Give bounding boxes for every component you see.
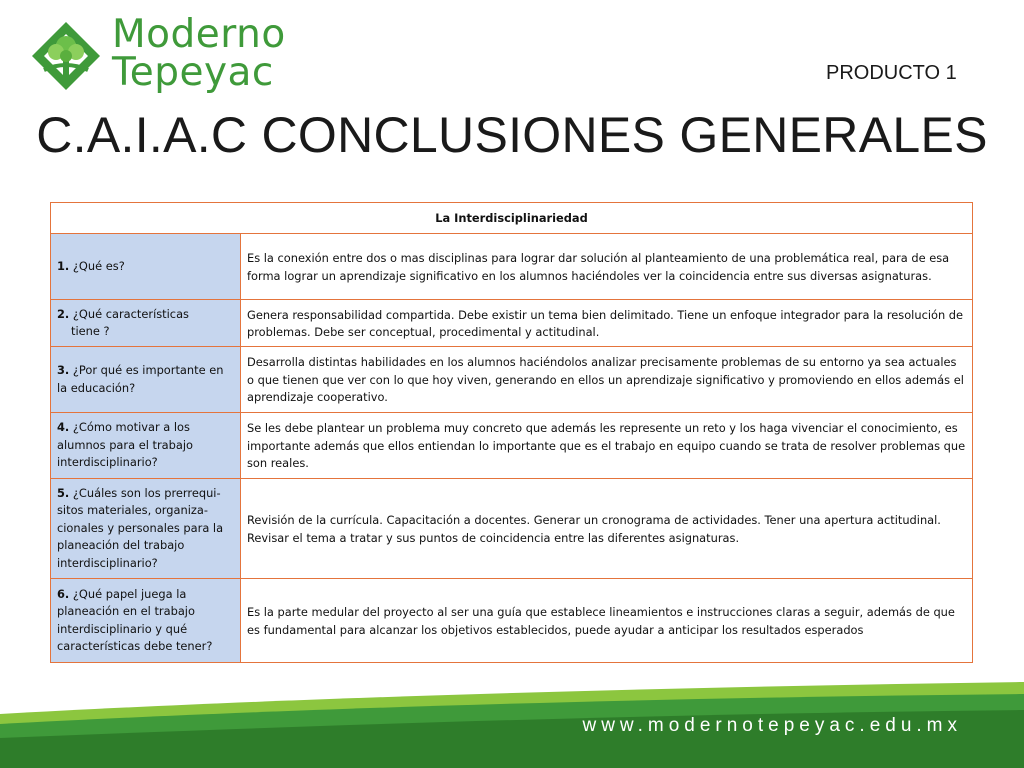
brand-logo [26,12,316,102]
question-number: 6. [57,586,70,601]
question-cell [51,413,241,479]
question-cell [51,300,241,347]
answer-cell: Se les debe plantear un problema muy concreto que además les represente un reto y los haga vivenciar el conocimiento, es importante además que ellos entiendan lo importante que es el trabajo en equipo cuando se trata de resolver problemas que son reales. [241,413,973,479]
logo-line-moderno: Moderno [112,12,286,57]
question-text: ¿Por qué es importante en la educación? [57,363,224,395]
tree-logo-icon [26,16,106,96]
question-cell [51,579,241,663]
question-number: 5. [57,485,70,500]
question-cell [51,234,241,300]
question-cell [51,347,241,413]
question-text: ¿Qué características [69,306,189,321]
product-label: PRODUCTO 1 [826,62,957,84]
question-text: ¿Cómo motivar a los alumnos para el trabajo interdisciplinario? [57,420,193,470]
answer-cell: Es la conexión entre dos o mas disciplinas para lograr dar solución al planteamiento de una problemática real, para de esa forma lograr un aprendizaje significativo en los alumnos haciéndoles ver la coincidencia entre sus diversas asignaturas. [241,234,973,300]
question-number: 2. [57,306,70,321]
question-text: ¿Qué papel juega la planeación en el trabajo interdisciplinario y qué características debe tener? [57,586,213,653]
table-header-row [51,203,973,234]
table-header: La Interdisciplinariedad [51,203,973,234]
question-number: 1. [57,258,70,273]
answer-cell: Revisión de la currícula. Capacitación a docentes. Generar un cronograma de actividades. Tener una apertura actitudinal. Revisar el tema a tratar y sus puntos de coincidencia entre las diferentes asignaturas. [241,479,973,579]
question-number: 4. [57,420,70,435]
table-row [51,579,973,663]
logo-line-tepeyac: Tepeyac [112,50,274,95]
footer-url-link[interactable]: www.modernotepeyac.edu.mx [582,715,962,736]
answer-cell: Es la parte medular del proyecto al ser una guía que establece lineamientos e instrucciones claras a seguir, además de que es fundamental para alcanzar los objetivos establecidos, puede ayudar a anticipar los resultados esperados [241,579,973,663]
table-row [51,347,973,413]
page-title: C.A.I.A.C CONCLUSIONES GENERALES [36,107,988,163]
conclusions-table [50,202,973,663]
question-number: 3. [57,363,70,377]
answer-cell: Genera responsabilidad compartida. Debe existir un tema bien delimitado. Tiene un enfoque integrador para la resolución de problemas. Debe ser conceptual, procedimental y actitudinal. [241,300,973,347]
question-text: ¿Cuáles son los prerrequi-sitos materiales, organiza-cionales y personales para la planeación del trabajo interdisciplinario? [57,485,224,570]
table-row [51,413,973,479]
question-cell [51,479,241,579]
table-row [51,300,973,347]
answer-cell: Desarrolla distintas habilidades en los alumnos haciéndolos analizar precisamente problemas de su entorno ya sea actuales o que tienen que ver con lo que hoy viven, generando en ellos un aprendizaje significativo y promoviendo en ellos además el aprendizaje cooperativo. [241,347,973,413]
question-text: ¿Qué es? [69,258,125,273]
question-text-cont: tiene ? [71,324,110,338]
table-row [51,479,973,579]
table-row [51,234,973,300]
